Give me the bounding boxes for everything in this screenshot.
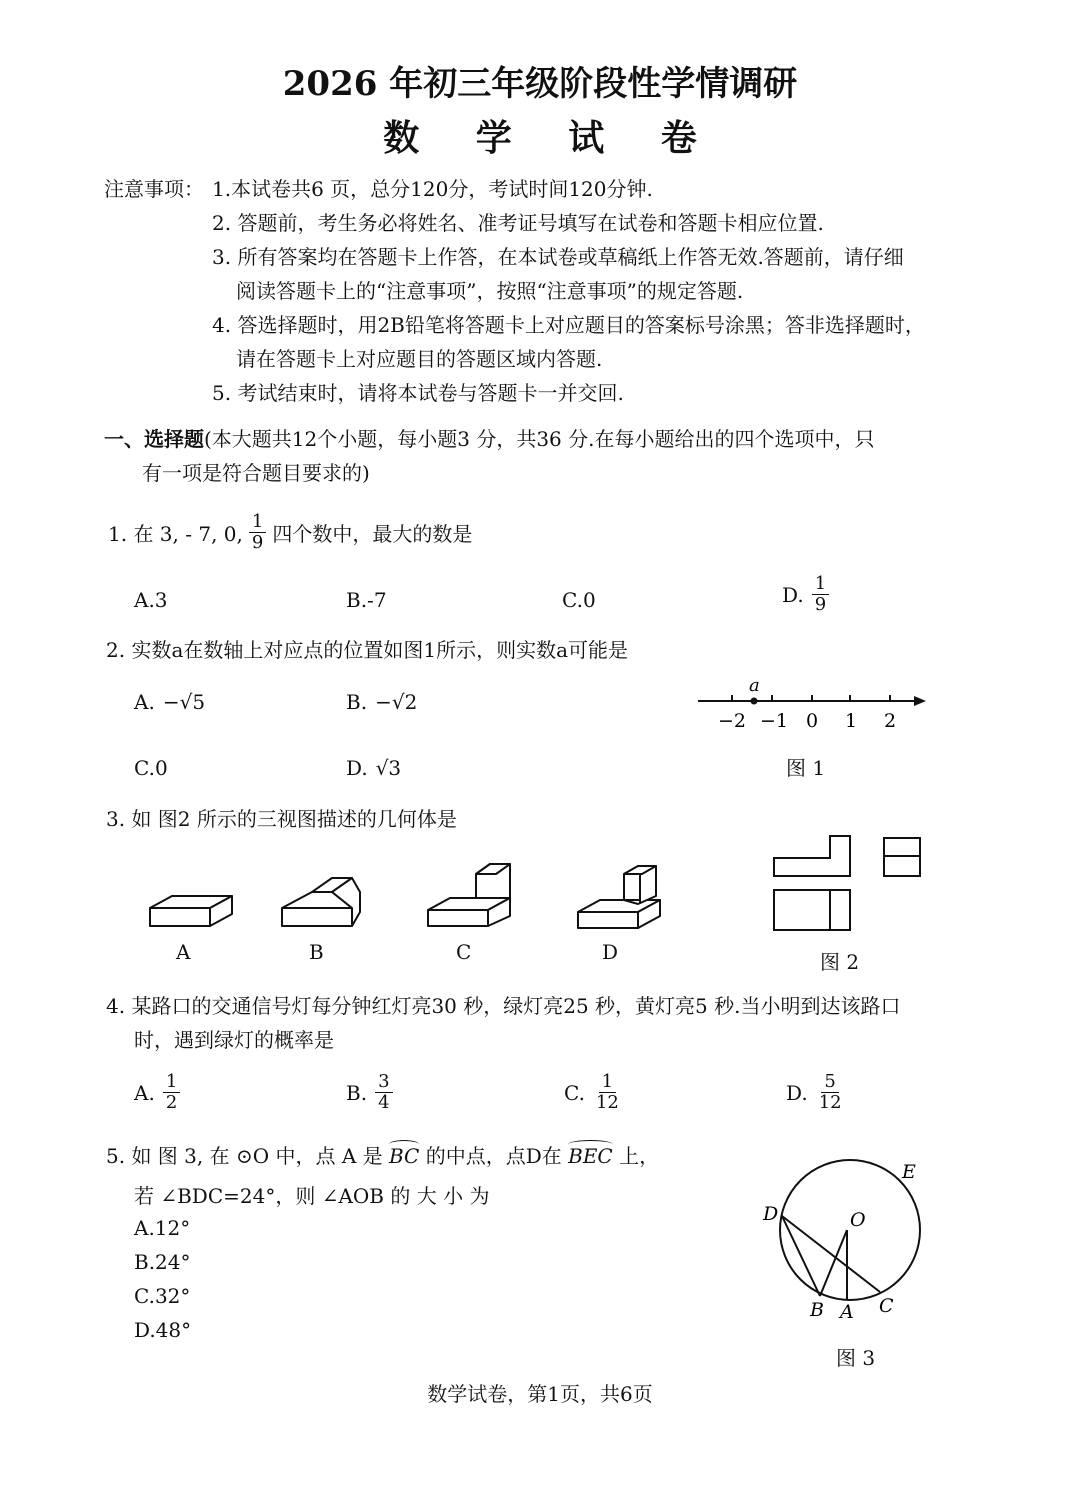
frac-den: 2 — [165, 1092, 178, 1113]
solid-d-label[interactable]: D — [602, 940, 619, 964]
q4-option-d-label: D. — [786, 1080, 808, 1105]
figure-2-caption: 图 2 — [820, 950, 860, 974]
frac-num: 1 — [599, 1072, 616, 1093]
figure-2-three-views — [768, 830, 928, 940]
page-footer: 数学试卷，第1页，共6页 — [427, 1382, 653, 1406]
q4-option-b[interactable] — [346, 1072, 393, 1113]
label-b: B — [810, 1299, 824, 1321]
q2-option-d-value: √3 — [375, 756, 402, 780]
tick-label: 1 — [845, 710, 858, 732]
q1-option-a[interactable]: A.3 — [134, 588, 168, 612]
exam-title: 2026 年初三年级阶段性学情调研 — [282, 64, 798, 104]
solid-a-icon — [150, 896, 232, 926]
note-item: 阅读答题卡上的“注意事项”，按照“注意事项”的规定答题. — [236, 279, 744, 303]
tick-label: −2 — [718, 710, 747, 732]
frac-num: 3 — [375, 1072, 392, 1093]
q4-option-a[interactable] — [134, 1072, 180, 1113]
q4-option-b-label: B. — [346, 1080, 368, 1105]
solid-c-icon — [428, 864, 510, 926]
label-d: D — [763, 1203, 779, 1225]
frac-den: 12 — [818, 1092, 842, 1113]
point-a-label: a — [749, 675, 760, 696]
arc-bc: BC — [388, 1144, 420, 1168]
frac-num: 5 — [821, 1072, 838, 1093]
q4-option-b-fraction — [375, 1072, 392, 1113]
q4-option-c-fraction — [593, 1072, 622, 1113]
q1-option-d-fraction — [812, 574, 829, 615]
frac-den: 4 — [378, 1092, 390, 1113]
label-a: A — [840, 1301, 854, 1323]
solid-b-icon — [282, 878, 360, 926]
solid-b-label[interactable]: B — [309, 940, 324, 964]
frac-den: 12 — [595, 1092, 619, 1113]
figure-1-number-line — [690, 675, 940, 745]
q1-stem-b: 四个数中，最大的数是 — [272, 522, 473, 546]
q1-frac-num: 1 — [249, 512, 266, 533]
q4-option-d[interactable] — [786, 1072, 845, 1113]
q4-option-a-fraction — [163, 1072, 180, 1113]
note-item: 2. 答题前，考生务必将姓名、准考证号填写在试卷和答题卡相应位置. — [212, 211, 824, 235]
section-heading — [104, 423, 875, 452]
q1-d-den: 9 — [814, 594, 827, 615]
notes-label: 注意事项： — [104, 177, 204, 201]
q5-option-c[interactable]: C.32° — [134, 1284, 191, 1308]
q5-option-d[interactable]: D.48° — [134, 1318, 192, 1342]
note-item: 4. 答选择题时，用2B铅笔将答题卡上对应题目的答案标号涂黑；答非选择题时， — [212, 313, 925, 337]
figure-3-circle — [750, 1150, 940, 1330]
q4-option-d-fraction — [816, 1072, 845, 1113]
q4-option-c[interactable] — [564, 1072, 622, 1113]
section-label: 一、选择题 — [104, 427, 204, 451]
number-line-arrow — [914, 696, 926, 706]
q4-option-a-label: A. — [134, 1080, 155, 1105]
question-3: 3. 如 图2 所示的三视图描述的几何体是 — [106, 807, 457, 831]
q5-option-a[interactable]: A.12° — [134, 1216, 191, 1240]
question-4-line-1: 4. 某路口的交通信号灯每分钟红灯亮30 秒，绿灯亮25 秒，黄灯亮5 秒.当小明到达该路口 — [106, 994, 901, 1018]
q2-option-a-label: A. — [134, 690, 155, 714]
question-5-line-1 — [106, 1140, 659, 1169]
exam-subtitle: 数 学 试 卷 — [383, 117, 719, 159]
q2-option-b[interactable] — [346, 690, 417, 714]
question-2: 2. 实数a在数轴上对应点的位置如图1所示，则实数a可能是 — [106, 638, 629, 662]
label-c: C — [879, 1295, 894, 1317]
chord-db — [782, 1216, 820, 1296]
q1-option-d-label: D. — [782, 582, 804, 607]
solid-d-icon — [578, 866, 660, 928]
q4-option-c-label: C. — [564, 1080, 585, 1105]
q5-stem-a: 5. 如 图 3, 在 ⊙O 中，点 A 是 — [106, 1144, 383, 1168]
q2-option-c[interactable]: C.0 — [134, 756, 168, 780]
front-view — [774, 836, 850, 876]
figure-1-caption: 图 1 — [786, 756, 826, 780]
q3-solids — [140, 860, 680, 940]
note-item: 请在答题卡上对应题目的答题区域内答题. — [236, 347, 603, 371]
solid-c-label[interactable]: C — [456, 940, 472, 964]
solid-a-label[interactable]: A — [176, 940, 191, 964]
q2-option-d-label: D. — [346, 756, 368, 780]
q1-option-b[interactable]: B.-7 — [346, 588, 387, 612]
q5-option-b[interactable]: B.24° — [134, 1250, 191, 1274]
question-1 — [108, 512, 472, 553]
q1-option-d[interactable] — [782, 574, 829, 615]
note-item: 5. 考试结束时，请将本试卷与答题卡一并交回. — [212, 381, 624, 405]
point-a — [751, 698, 758, 705]
q1-fraction — [249, 512, 266, 553]
q2-option-d[interactable] — [346, 756, 401, 780]
arc-bec: BEC — [568, 1144, 613, 1168]
section-desc: (本大题共12个小题，每小题3 分，共36 分.在每小题给出的四个选项中，只 — [204, 427, 875, 451]
top-view — [774, 890, 850, 930]
q1-stem-a: 1. 在 3, - 7, 0, — [108, 522, 243, 546]
q1-option-c[interactable]: C.0 — [562, 588, 596, 612]
q2-option-a-value: −√5 — [162, 690, 206, 714]
q2-option-b-label: B. — [346, 690, 368, 714]
q2-option-b-value: −√2 — [375, 690, 418, 714]
question-4-line-2: 时，遇到绿灯的概率是 — [134, 1028, 334, 1052]
label-e: E — [902, 1161, 916, 1183]
figure-3-caption: 图 3 — [836, 1346, 876, 1370]
q1-frac-den: 9 — [251, 532, 264, 553]
note-item: 1.本试卷共6 页，总分120分，考试时间120分钟. — [212, 177, 653, 201]
tick-label: 2 — [884, 710, 897, 732]
q2-option-a[interactable] — [134, 690, 205, 714]
q5-stem-b: 的中点，点D在 — [425, 1144, 562, 1168]
frac-num: 1 — [163, 1072, 180, 1093]
note-item: 3. 所有答案均在答题卡上作答，在本试卷或草稿纸上作答无效.答题前，请仔细 — [212, 245, 904, 269]
question-5-line-2: 若 ∠BDC=24°，则 ∠AOB 的 大 小 为 — [134, 1184, 490, 1208]
label-o: O — [850, 1209, 866, 1231]
q5-stem-c: 上， — [619, 1144, 660, 1168]
q1-d-num: 1 — [812, 574, 829, 595]
tick-label: −1 — [760, 710, 789, 732]
section-desc-2: 有一项是符合题目要求的) — [142, 461, 370, 485]
tick-label: 0 — [806, 710, 819, 732]
